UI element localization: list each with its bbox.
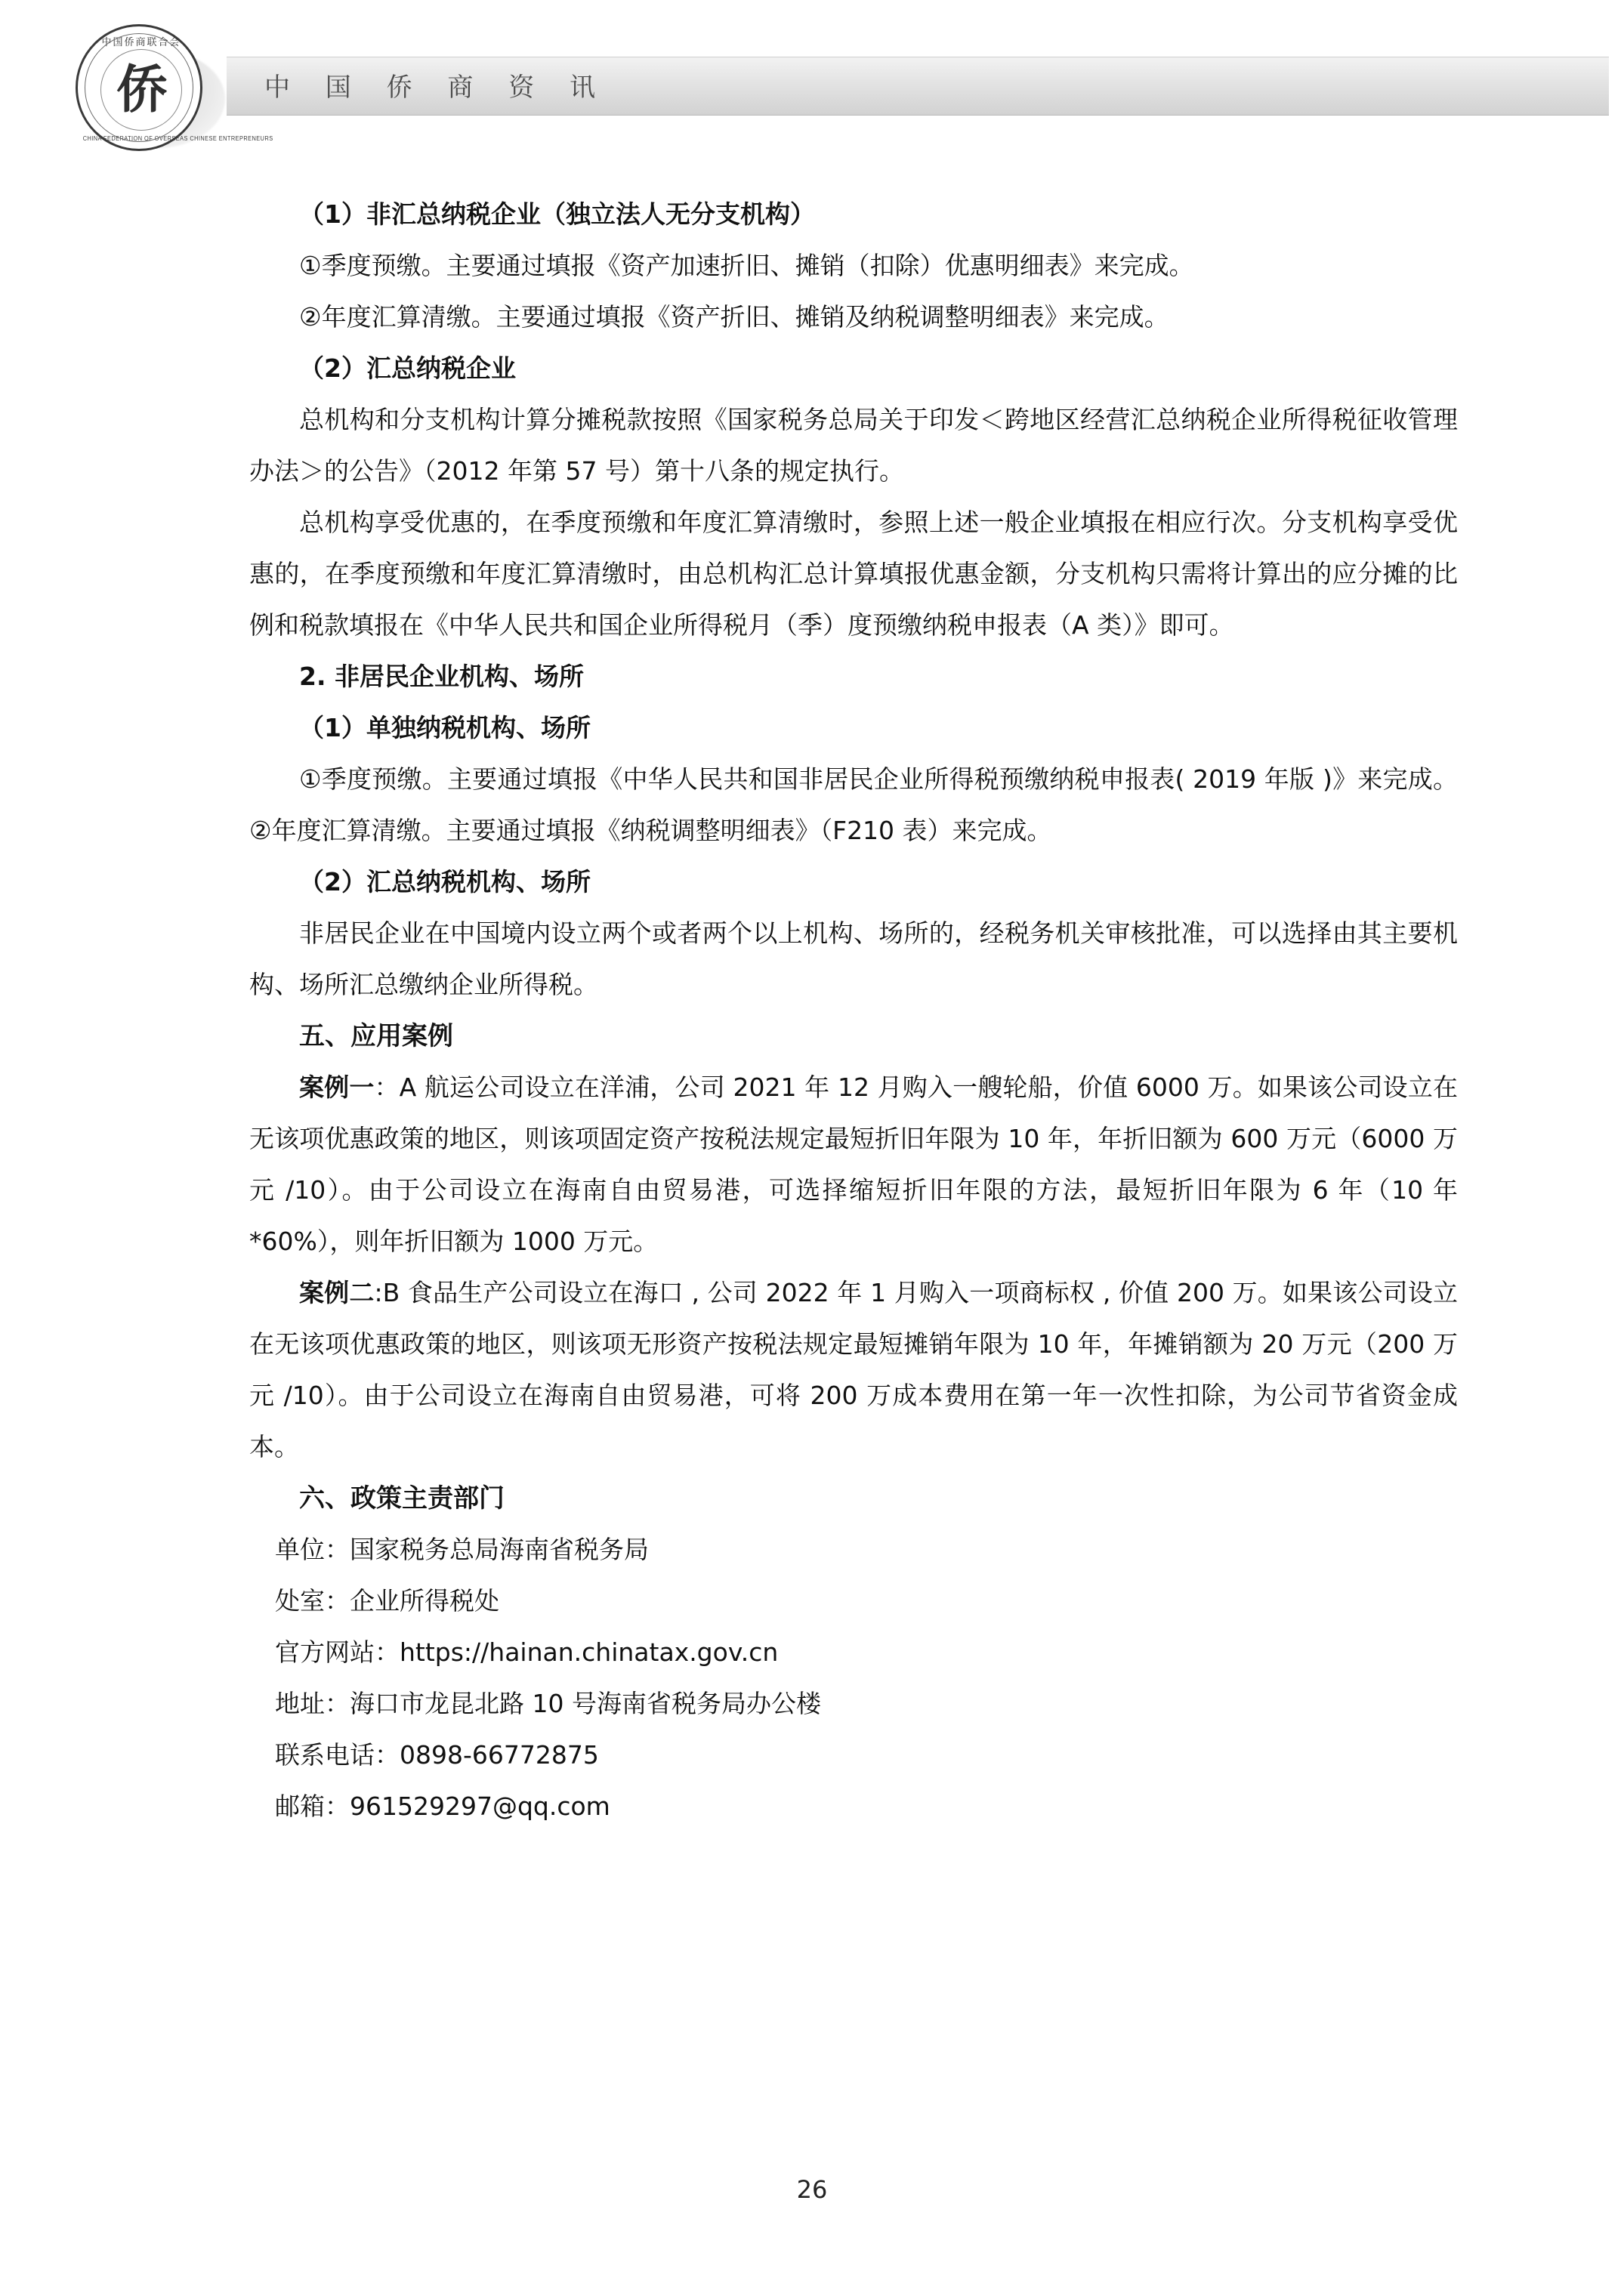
- case-1-paragraph: [249, 1062, 1458, 1267]
- contact-email[interactable]: 邮箱：961529297@qq.com: [275, 1792, 610, 1821]
- document-body: [249, 189, 1458, 1832]
- case-2-paragraph: [249, 1267, 1458, 1473]
- paragraph-8: （1）单独纳税机构、场所: [299, 713, 591, 742]
- paragraph-10: （2）汇总纳税机构、场所: [299, 867, 591, 897]
- paragraph-3: ②年度汇算清缴。主要通过填报《资产折旧、摊销及纳税调整明细表》来完成。: [299, 302, 1169, 332]
- page-number: 26: [796, 2175, 828, 2204]
- section-heading-six: 六、政策主责部门: [299, 1483, 505, 1514]
- paragraph-7: 2. 非居民企业机构、场所: [299, 662, 584, 691]
- section-heading-five: 五、应用案例: [299, 1021, 453, 1051]
- logo-top-text: 中国侨商联合会: [101, 36, 181, 48]
- paragraph-4: （2）汇总纳税企业: [299, 353, 516, 383]
- page-header: [0, 0, 1624, 159]
- contact-address: 地址：海口市龙昆北路 10 号海南省税务局办公楼: [275, 1689, 821, 1718]
- contact-department: 处室：企业所得税处: [275, 1586, 499, 1616]
- contact-unit: 单位：国家税务总局海南省税务局: [275, 1535, 649, 1564]
- logo-glyph-icon: 侨: [116, 60, 168, 120]
- paragraph-11: 非居民企业在中国境内设立两个或者两个以上机构、场所的，经税务机关审核批准，可以选择由其主要机构、场所汇总缴纳企业所得税。: [249, 918, 1458, 999]
- logo-bottom-text: CHINA FEDERATION OF OVERSEAS CHINESE ENTREPRENEURS: [82, 135, 273, 142]
- publication-title: 中 国 侨 商 资 讯: [264, 73, 610, 103]
- contact-phone: 联系电话：0898-66772875: [275, 1740, 599, 1770]
- paragraph-9: ①季度预缴。主要通过填报《中华人民共和国非居民企业所得税预缴纳税申报表( 2019 年版 )》来完成。②年度汇算清缴。主要通过填报《纳税调整明细表》（F210 表）来完成。: [249, 764, 1458, 845]
- case-1-label: 案例一: [299, 1072, 375, 1102]
- case-1-text: ：A 航运公司设立在洋浦，公司 2021 年 12 月购入一艘轮船，价值 6000 万。如果该公司设立在无该项优惠政策的地区，则该项固定资产按税法规定最短折旧年限为 10 年，年折旧额为 600 万元（6000 万元 /10）。由于公司设立在海南自由贸易港，可选择缩短折旧年限的方法，最短折旧年限为 6 年（10 年 *60%），则年折旧额为 1000 万元。: [249, 1072, 1458, 1256]
- paragraph-1: （1）非汇总纳税企业（独立法人无分支机构）: [299, 199, 815, 229]
- case-2-label: 案例二: [299, 1278, 375, 1307]
- paragraph-6: 总机构享受优惠的，在季度预缴和年度汇算清缴时，参照上述一般企业填报在相应行次。分支机构享受优惠的，在季度预缴和年度汇算清缴时，由总机构汇总计算填报优惠金额，分支机构只需将计算出的应分摊的比例和税款填报在《中华人民共和国企业所得税月（季）度预缴纳税申报表（A 类）》即可。: [249, 508, 1458, 640]
- logo-inner-circle: [100, 49, 182, 131]
- contact-website[interactable]: 官方网站：https://hainan.chinatax.gov.cn: [275, 1637, 779, 1667]
- logo: [59, 20, 273, 148]
- paragraph-2: ①季度预缴。主要通过填报《资产加速折旧、摊销（扣除）优惠明细表》来完成。: [299, 251, 1194, 280]
- logo-seal-ring: [76, 24, 273, 151]
- case-2-text: :B 食品生产公司设立在海口 , 公司 2022 年 1 月购入一项商标权 , 价值 200 万。如果该公司设立在无该项优惠政策的地区，则该项无形资产按税法规定最短摊销年限为 10 年，年摊销额为 20 万元（200 万元 /10）。由于公司设立在海南自由贸易港，可将 200 万成本费用在第一年一次性扣除，为公司节省资金成本。: [249, 1278, 1458, 1461]
- paragraph-5: 总机构和分支机构计算分摊税款按照《国家税务总局关于印发＜跨地区经营汇总纳税企业所得税征收管理办法＞的公告》（2012 年第 57 号）第十八条的规定执行。: [249, 405, 1458, 486]
